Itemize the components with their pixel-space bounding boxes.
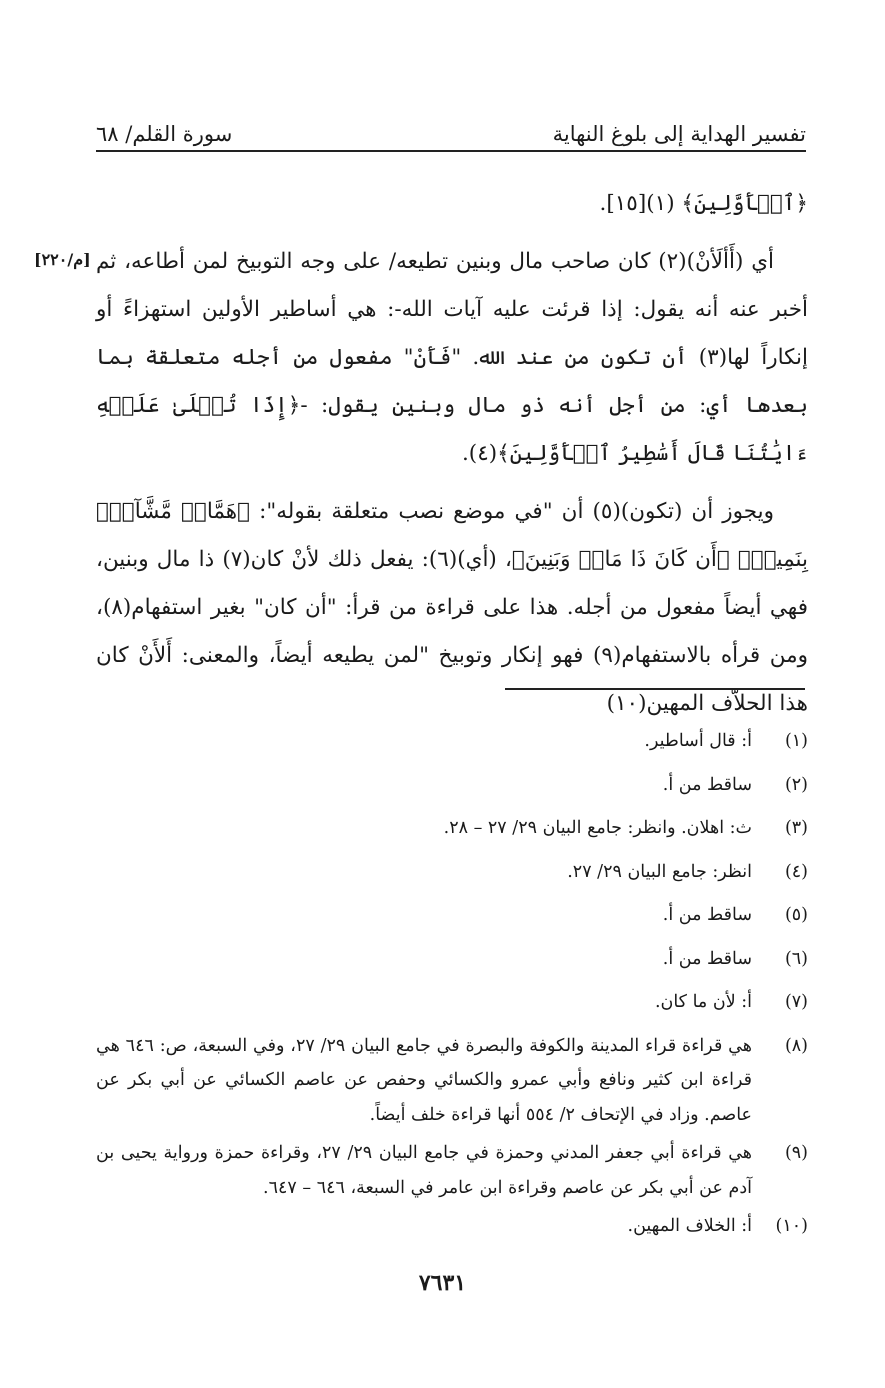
commentary-paragraph: أي (أَألَأنْ)(٢) كان صاحب مال وبنين تطيعه/ على وجه التوبيخ لمن أطاعه، ثم أخبر عنه أنه يقول: إذا قرئت عليه آيات الله-: هي أساطير الأولين استهزاءً أو إنكاراً لها(٣) أن تكون من عند الله. "فَأَنْ" مفعول من أجله متعلقة بما بعدها أي: من أجل أنه ذو مال وبنين يقول: -﴿إِذَا تُتۡلَىٰ عَلَيۡهِ ءَايَٰتُنَا قَالَ أَسَٰطِيرُ ٱلۡأَوَّلِينَ﴾(٤). — [96, 249, 808, 466]
page-number: ٧٦٣١ — [418, 1270, 467, 1296]
main-text — [96, 180, 808, 738]
footnote-text: أ: الخلاف المهين. — [627, 1216, 752, 1236]
footnote-number: (٦) — [784, 948, 808, 969]
verse-line: ﴿ٱلۡأَوَّلِينَ﴾ (١)[١٥]. — [599, 191, 808, 216]
footnote-item — [96, 942, 808, 977]
footnote-text: هي قراءة أبي جعفر المدني وحمزة في جامع البيان ٢٩/ ٢٧، وقراءة حمزة ورواية يحيى بن آدم عن أبي بكر عن عاصم وقراءة ابن عامر في السبعة، ٦٤٦ – ٦٤٧. — [96, 1143, 753, 1198]
footnote-item — [96, 768, 808, 803]
footnote-divider — [505, 688, 805, 690]
footnote-number: (١) — [784, 731, 808, 751]
footnote-item — [96, 811, 808, 846]
footnote-number: (٨) — [784, 1035, 808, 1056]
commentary-paragraph: ويجوز أن (تكون)(٥) أن "في موضع نصب متعلقة بقوله": ﴿هَمَّازٖ مَّشَّآءِۭ بِنَمِيمٖ﴾ ﴿أَن كَانَ ذَا مَالٖ وَبَنِينَ﴾، (أي)(٦): يفعل ذلك لأنْ كان(٧) ذا مال وبنين، فهي أيضاً مفعول من أجله. هذا على قراءة من قرأ: "أن كان" بغير استفهام(٨)، ومن قرأه بالاستفهام(٩) فهو إنكار وتوبيخ "لمن يطيعه أيضاً، والمعنى: أَلأَنْ كان هذا الحلاّف المهين(١٠) — [96, 499, 809, 716]
manuscript-folio-marker: [م/٢٢٠] — [34, 250, 91, 269]
footnote-number: (٢) — [784, 774, 808, 795]
footnote-item — [96, 724, 808, 759]
footnote-text: هي قراءة قراء المدينة والكوفة والبصرة في جامع البيان ٢٩/ ٢٧، وفي السبعة، ص: ٦٤٦ هي قراءة ابن كثير ونافع وأبي عمرو والكسائي وحفص عن عاصم الكسائي عن أبي بكر عن عاصم. وزاد في الإتحاف ٢/ ٥٥٤ أنها قراءة خلف أيضاً. — [96, 1035, 752, 1125]
footnote-item — [96, 898, 808, 933]
footnote-item — [96, 1136, 808, 1205]
footnote-item — [96, 985, 808, 1020]
footnote-text: انظر: جامع البيان ٢٩/ ٢٧. — [567, 861, 752, 882]
footnote-item — [96, 855, 808, 890]
footnote-text: ساقط من أ. — [662, 774, 752, 795]
footnote-number: (٩) — [784, 1143, 808, 1163]
footnotes-list — [96, 724, 808, 1253]
footnote-number: (٤) — [784, 861, 808, 882]
footnote-text: ث: اهلان. وانظر: جامع البيان ٢٩/ ٢٧ – ٢٨. — [443, 818, 752, 838]
footnote-number: (١٠) — [775, 1216, 808, 1236]
footnote-text: ساقط من أ. — [662, 905, 752, 925]
footnote-number: (٧) — [784, 992, 808, 1012]
footnote-text: ساقط من أ. — [662, 948, 752, 969]
footnote-text: أ: لأن ما كان. — [654, 992, 752, 1012]
book-title: تفسير الهداية إلى بلوغ النهاية — [552, 122, 806, 146]
footnote-item — [96, 1209, 808, 1244]
footnote-text: أ: قال أساطير. — [644, 731, 752, 751]
footnote-item — [96, 1029, 808, 1133]
surah-reference: سورة القلم/ ٦٨ — [96, 122, 233, 146]
footnote-number: (٥) — [784, 905, 808, 925]
footnote-number: (٣) — [784, 818, 808, 838]
running-header — [96, 112, 806, 152]
